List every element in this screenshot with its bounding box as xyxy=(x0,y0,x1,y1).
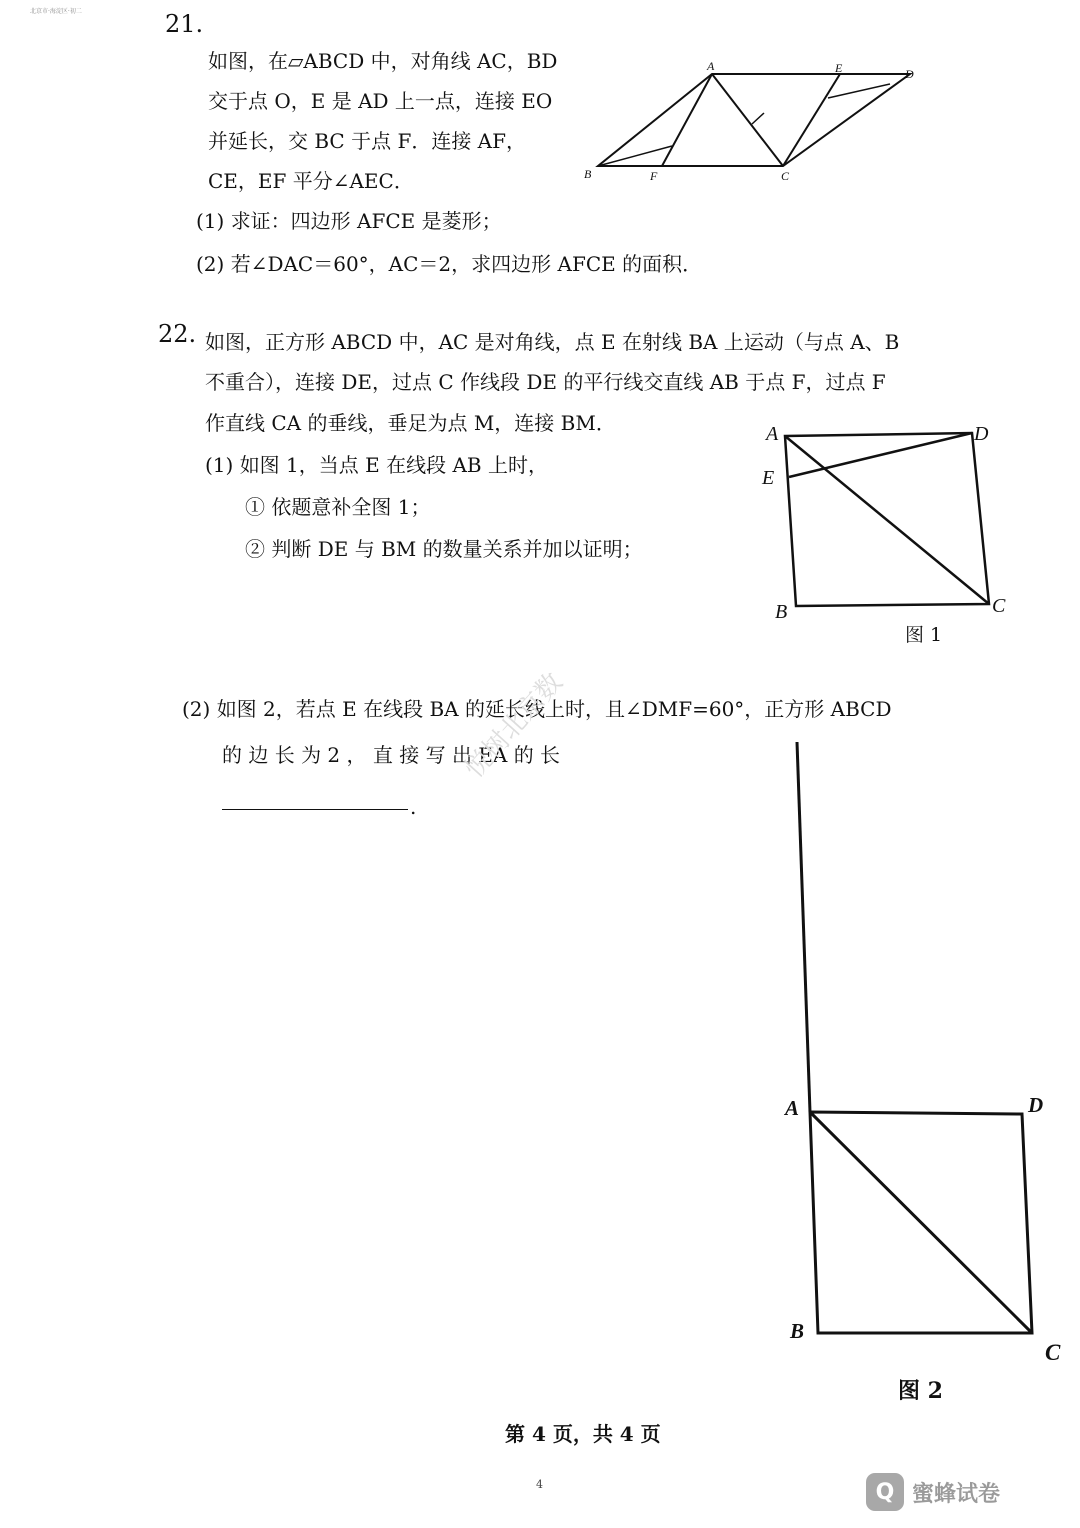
q21-label-c: C xyxy=(781,169,790,183)
fig2-label-a: A xyxy=(785,1096,800,1120)
q21-figure xyxy=(598,74,910,166)
corner-note: 北京市·海淀区·初二 xyxy=(30,8,82,15)
q22-part2-line1: (2) 如图 2，若点 E 在线段 BA 的延长线上时，且∠DMF=60°，正方形 ABCD xyxy=(182,697,892,721)
q22-part1: (1) 如图 1，当点 E 在线段 AB 上时， xyxy=(205,453,548,477)
q22-number: 22. xyxy=(158,320,197,348)
fig1-segment-ed xyxy=(789,433,972,477)
brand-logo[interactable] xyxy=(866,1473,1000,1511)
q21-part2: (2) 若∠DAC＝60°，AC＝2，求四边形 AFCE 的面积． xyxy=(196,252,703,276)
bd-mark xyxy=(752,113,764,124)
answer-period: . xyxy=(410,795,417,819)
q22-line2: 不重合），连接 DE，过点 C 作线段 DE 的平行线交直线 AB 于点 F，过点 F xyxy=(205,370,886,394)
q22-fig2 xyxy=(797,742,1032,1333)
fig2-label-b: B xyxy=(790,1319,805,1343)
segment-ec xyxy=(783,74,840,166)
fig1-diagonal-ac xyxy=(785,436,989,604)
q21-line2: 交于点 O，E 是 AD 上一点，连接 EO xyxy=(208,89,553,113)
q21-label-e: E xyxy=(835,61,843,75)
q22-fig1 xyxy=(785,433,989,606)
fig1-label-e: E xyxy=(762,467,775,489)
q21-line4: CE，EF 平分∠AEC． xyxy=(208,169,414,193)
q21-number: 21. xyxy=(165,10,204,38)
q21-part1: (1) 求证：四边形 AFCE 是菱形； xyxy=(196,209,502,233)
page-number: 4 xyxy=(536,1478,543,1491)
fig2-diagonal-ac xyxy=(810,1112,1032,1333)
q22-sub1: ① 依题意补全图 1； xyxy=(245,495,431,519)
q22-line1: 如图，正方形 ABCD 中，AC 是对角线，点 E 在射线 BA 上运动（与点 A、B xyxy=(205,330,900,354)
fig1-label-a: A xyxy=(766,423,779,445)
q21-line3: 并延长，交 BC 于点 F．连接 AF， xyxy=(208,129,526,153)
q21-label-f: F xyxy=(650,169,658,183)
q22-sub2: ② 判断 DE 与 BM 的数量关系并加以证明； xyxy=(245,537,643,561)
fig1-label-c: C xyxy=(992,595,1006,617)
brand-icon: Q xyxy=(866,1473,904,1511)
q21-line1: 如图，在▱ABCD 中，对角线 AC，BD xyxy=(208,49,558,73)
fig2-label-c: C xyxy=(1045,1340,1061,1365)
fig2-ray-ba xyxy=(797,742,810,1112)
watermark: 悦树北京数 xyxy=(459,667,569,785)
q21-label-a: A xyxy=(707,59,715,73)
fig1-caption: 图 1 xyxy=(905,624,943,646)
page-footer: 第 4 页，共 4 页 xyxy=(505,1422,661,1446)
brand-name: 蜜蜂试卷 xyxy=(912,1481,1001,1507)
fig2-caption: 图 2 xyxy=(898,1378,943,1404)
fig1-label-b: B xyxy=(775,601,788,623)
q21-label-d: D xyxy=(905,67,914,81)
q21-label-b: B xyxy=(584,167,592,181)
q22-part2-line2: 的 边 长 为 2 ， 直 接 写 出 EA 的 长 xyxy=(222,743,561,767)
q22-line3: 作直线 CA 的垂线，垂足为点 M，连接 BM． xyxy=(205,411,616,435)
fig1-label-d: D xyxy=(974,423,989,445)
parallelogram-abcd xyxy=(598,74,910,166)
fig2-label-d: D xyxy=(1028,1093,1044,1117)
segment-af xyxy=(662,74,712,166)
diagonal-ac xyxy=(712,74,783,166)
